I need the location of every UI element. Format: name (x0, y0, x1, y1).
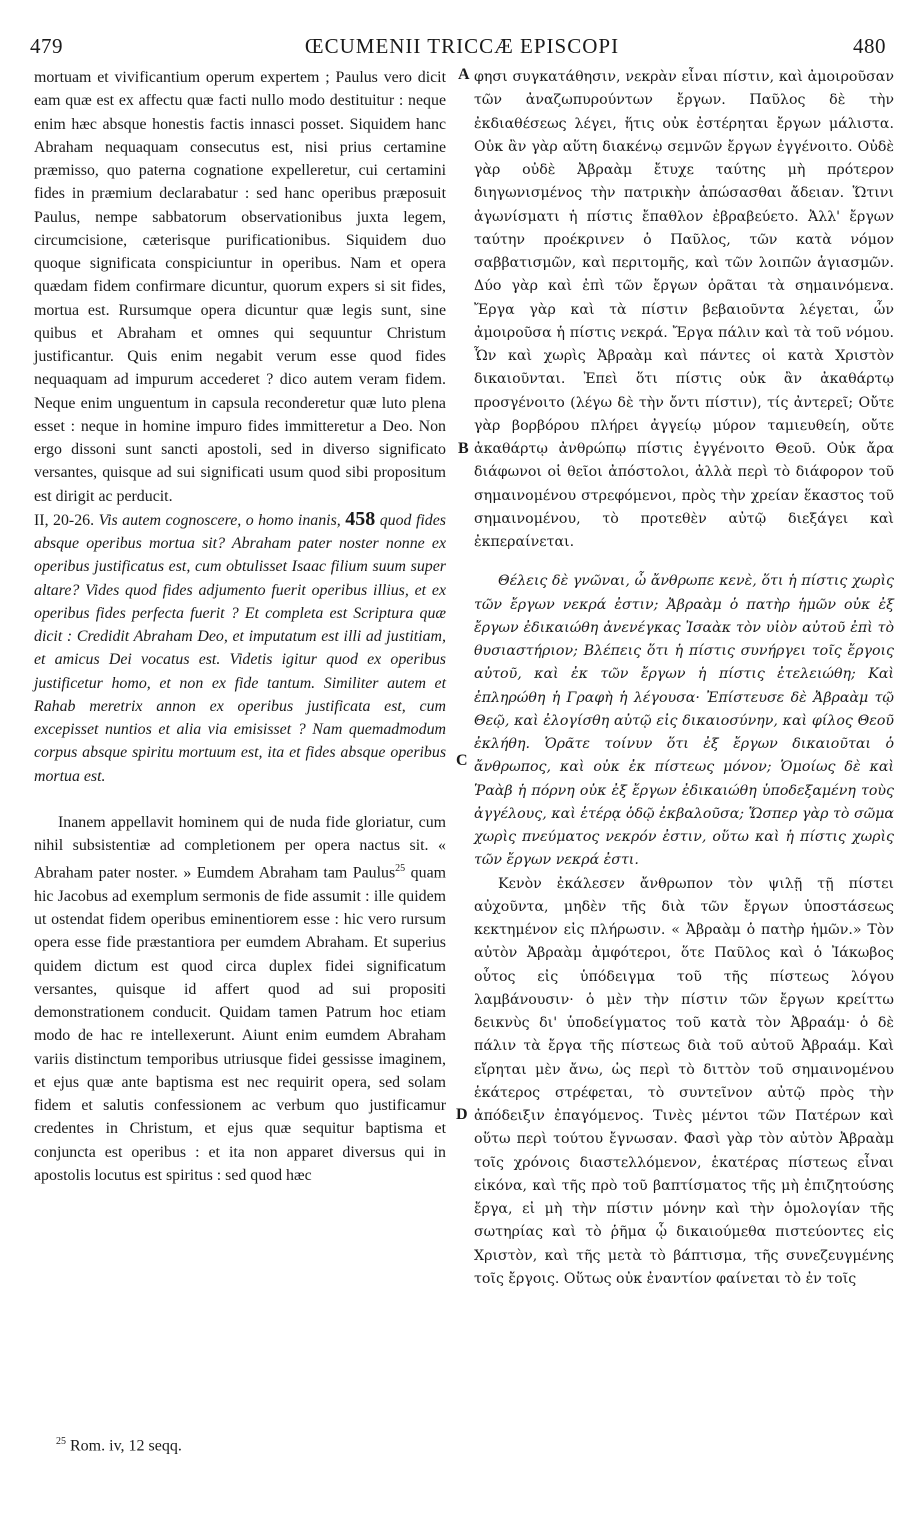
scripture-reference: II, 20-26. (34, 511, 95, 529)
latin-scripture (34, 508, 446, 788)
margin-marker-d: D (456, 1106, 468, 1123)
margin-marker-c: C (456, 752, 468, 769)
spacer (474, 554, 894, 570)
footnote-text: Rom. iv, 12 seqq. (70, 1437, 182, 1455)
greek-paragraph-1: φησι συγκατάθησιν, νεκρὰν εἶναι πίστιν, καὶ ἀμοιροῦσαν τῶν ἀναζωπυρούντων ἔργων. Παῦλος δὲ τὴν ἐκδιαθέσεως λέγει, ἥτις οὐκ ἐστέρηται ἔργων μάλιστα. Οὐκ ἂν γὰρ αὕτη διακένῳ σεμνῶν ἔργων ἐγγένοιτο. Οὐδὲ γὰρ οὐδὲ Ἀβραὰμ ἔτυχε ταύτης μὴ πρότερον διηγωνισμένος τὴν πατρικὴν ἀπώσασθαι ἄδειαν. Ὥτινι ἀγωνίσματι ἡ πίστις ἔπαθλον ἐβραβεύετο. Ἀλλ' ἔργων ταύτην προέκρινεν ὁ Παῦλος, τῶν κατὰ νόμον σαββατισμῶν, καὶ περιτομῆς, καὶ τῶν λοιπῶν ἁγιασμῶν. Δύο γὰρ καὶ ἐπὶ τῶν ἔργων ὁρᾶται τὰ σημαινόμενα. Ἔργα γὰρ καὶ τὰ πίστιν βεβαιοῦντα λέγεται, ὧν ἀμοιροῦσα ἡ πίστις νεκρά. Ἔργα πάλιν καὶ τὰ τοῦ νόμου. Ὧν καὶ χωρὶς Ἀβραὰμ καὶ πάντες οἱ κατὰ Χριστὸν δικαιοῦνται. Ἐπεὶ ὅτι πίστις οὐκ ἂν ἀκαθάρτῳ προσγένοιτο (λέγω δὲ τὴν ὄντι πίστιν), τίς ἀντερεῖ; Οὔτε γὰρ βορβόρου πλήρει ἀγγείῳ μύρον ταμιευθείη, οὔτε ἀκαθάρτῳ ἀνθρώπῳ πίστις ἐγγένοιτο Θεοῦ. Οὐκ ἄρα διάφωνοι οἱ θεῖοι ἀπόστολοι, ἀλλὰ περὶ τὸ διάφορον τοῦ σημαινομένου στρεφόμενοι, πρὸς τὴν χρείαν ἕκαστος τοῦ σημαινομένου, τὸ προτεθὲν αὐτῷ διεξάγει καὶ ἐκπεραίνεται. (474, 69, 894, 550)
footnote (56, 1436, 182, 1455)
margin-marker-a: A (458, 66, 470, 83)
latin-commentary-b: quam hic Jacobus ad exemplum sermonis de fide assumit : ille quidem ut ostendat fidem operibus eminentiorem esse : hic vero rursum opera esse fide præstantiora per eumdem Abraham. Et superius quidem dictum est quod circa duplex fidei significatum versantes, quisque id affert quod ad sui propositi demonstrationem conducit. Quidam tamen Patrum hoc etiam modo de hac re intellexerunt. Aiunt enim eumdem Abraham variis distinctum temporibus utriusque fidei gessisse imaginem, et ejus quæ ante baptisma est nec requirit opera, sed solam fidem et salutis confessionem ac verbum quo justificamur credentes in Christum, et ejus quæ sequitur baptisma et conjuncta est operibus : et ita non apparet diversus qui in apostolis locutus est spiritus : sed quod hæc (34, 864, 446, 1184)
greek-commentary: Κενὸν ἐκάλεσεν ἄνθρωπον τὸν ψιλῇ τῇ πίστει αὐχοῦντα, μηδὲν τῆς διὰ τῶν ἔργων ὑποστάσεως κεκτημένον εἰς πλήρωσιν. « Ἀβραὰμ ὁ πατὴρ ἡμῶν.» Τὸν αὐτὸν Ἀβραὰμ ἀμφότεροι, ὅτε Παῦλος καὶ ὁ Ἰάκωβος οὗτος εἰς ὑπόδειγμα τοῦ τῆς πίστεως λόγου λαμβάνουσιν· ὁ μὲν τὴν πίστιν τῶν ἔργων κρείττω δεικνὺς δι' ὑποδείγματος τοῦ κατὰ τὸν Ἀβραάμ· ὁ δὲ πάλιν τὰ ἔργα τῆς πίστεως διὰ τοῦ αὐτοῦ Ἀβραάμ. Καὶ εἴρηται μὲν ἄνω, ὡς περὶ τὸ διττὸν τοῦ σημαινομένου ἑκάτερος στρέφεται, τὸ συντεῖνον αὐτῷ πρὸς τὴν ἀπόδειξιν ἐπαγόμενος. Τινὲς μέντοι τῶν Πατέρων καὶ οὕτω περὶ τούτου ἔγνωσαν. Φασὶ γὰρ τὸν αὐτὸν Ἀβραὰμ τοῖς χρόνοις διαστελλόμενον, ἑκατέρας πίστεως εἶναι εἰκόνα, καὶ τῆς πρὸ τοῦ βαπτίσματος τῆς μὴ ἐπιζητούσης ἔργα, εἰ μὴ τὴν πίστιν μόνην καὶ τὴν ὁμολογίαν τῆς σωτηρίας καὶ τὸ ῥῆμα ᾧ δικαιούμεθα πιστεύοντες εἰς Χριστὸν, καὶ τῆς μετὰ τὸ βάπτισμα, τῆς συνεζευγμένης τοῖς ἔργοις. Οὕτως οὐκ ἐναντίον φαίνεται τὸ ἐν τοῖς (474, 875, 894, 1287)
footnote-number: 25 (56, 1436, 66, 1447)
latin-paragraph-1: mortuam et vivificantium operum expertem ; Paulus vero dicit eam quæ est ex affectu quæ facti nullo modo destituitur : neque enim hæc absque honestis factis innasci posset. Siquidem hanc Abraham nequaquam consecutus est, nisi prius certamine præmisso, quo paterna cognatione expelleretur, cui certamini fides in præmium declarabatur : sed hanc operibus præposuit Paulus, nempe sabbatorum observationibus juxta legem, circumcisione, cæterisque purificationibus. Siquidem duo quoque significata conspiciuntur in operibus. Nam et opera quædam fidem confirmare dicuntur, quorum expers si sit fides, mortua est. Rursumque opera dicuntur quæ legis sunt, sine quibus et Abraham et omnes qui sequuntur Christum justificantur. Quis enim negabit verum esse quod fides nequaquam ad impurum accederet ? dico autem veram fidem. Neque enim unguentum in capsula reconderetur quæ luto plena esset : neque in homine impuro fides immitteretur a Deo. Non ergo dissoni sunt sancti apostoli, sed in diverso significato versantes, quisque ad sui significati usum quod sibi propositum est dirigit ac perducit. (34, 69, 446, 505)
column-number: 458 (345, 507, 376, 530)
page-number-right: 480 (853, 34, 886, 58)
greek-column (474, 66, 894, 1291)
margin-marker-b: B (458, 440, 469, 457)
scripture-text-a: Vis autem cognoscere, o homo inanis, (98, 511, 341, 529)
latin-commentary (34, 811, 446, 1187)
running-title: ŒCUMENII TRICCÆ EPISCOPI (304, 34, 620, 58)
latin-column (34, 66, 446, 1187)
scripture-text-b: quod fides absque operibus mortua sit? Abraham pater noster nonne ex operibus justificatus est, cum obtulisset Isaac filium suum super altare? Vides quod fides adjumento fuerit operibus illius, et ex operibus fides perfecta fuerit ? Et completa est Scriptura quæ dicit : Credidit Abraham Deo, et imputatum est illi ad justitiam, et amicus Dei vocatus est. Videtis igitur quod ex operibus justificetur homo, et non ex fide tantum. Similiter autem et Rahab meretrix annon ex operibus justificata est, cum excepisset nuntios et alia via emisisset ? Nam quemadmodum corpus absque spiritu mortuum est, ita et fides absque operibus mortua est. (34, 511, 446, 785)
spacer (34, 788, 446, 811)
page-number-left: 479 (30, 34, 63, 58)
latin-commentary-a: Inanem appellavit hominem qui de nuda fide gloriatur, cum nihil subsistentiæ ad completionem per opera nactus sit. « Abraham pater noster. » Eumdem Abraham tam Paulus (34, 813, 446, 882)
footnote-ref: 25 (395, 863, 406, 875)
greek-scripture: Θέλεις δὲ γνῶναι, ὦ ἄνθρωπε κενὲ, ὅτι ἡ πίστις χωρὶς τῶν ἔργων νεκρά ἐστιν; Ἀβραὰμ ὁ πατὴρ ἡμῶν οὐκ ἐξ ἔργων ἐδικαιώθη ἀνενέγκας Ἰσαὰκ τὸν υἱὸν αὐτοῦ ἐπὶ τὸ θυσιαστήριον; Βλέπεις ὅτι ἡ πίστις συνήργει τοῖς ἔργοις αὐτοῦ, καὶ ἐκ τῶν ἔργων ἡ πίστις ἐτελειώθη; Καὶ ἐπληρώθη ἡ Γραφὴ ἡ λέγουσα· Ἐπίστευσε δὲ Ἀβραὰμ τῷ Θεῷ, καὶ ἐλογίσθη αὐτῷ εἰς δικαιοσύνην, καὶ φίλος Θεοῦ ἐκλήθη. Ὁρᾶτε τοίνυν ὅτι ἐξ ἔργων δικαιοῦται ὁ ἄνθρωπος, καὶ οὐκ ἐκ πίστεως μόνον; Ὁμοίως δὲ καὶ Ῥαὰβ ἡ πόρνη οὐκ ἐξ ἔργων ἐδικαιώθη ὑποδεξαμένη τοὺς ἀγγέλους, καὶ ἑτέρᾳ ὁδῷ ἐκβαλοῦσα; Ὥσπερ γὰρ τὸ σῶμα χωρὶς πνεύματος νεκρόν ἐστιν, οὕτω καὶ ἡ πίστις χωρὶς τῶν ἔργων νεκρά ἐστι. (474, 573, 894, 869)
